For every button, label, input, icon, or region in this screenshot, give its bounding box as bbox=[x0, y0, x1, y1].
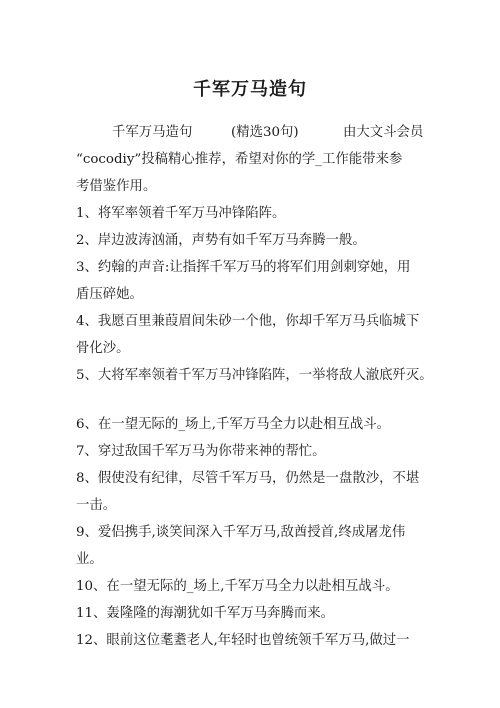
sentence-3: 3、约翰的声音:让指挥千军万马的将军们用剑刺穿她，用 bbox=[76, 260, 411, 275]
sentence-2: 2、岸边波涛汹涌，声势有如千军万马奔腾一般。 bbox=[76, 233, 366, 248]
document-title: 千军万马造句 bbox=[193, 79, 307, 100]
sentence-12: 12、眼前这位耄耋老人,年轻时也曾统领千军万马,做过一 bbox=[76, 633, 410, 648]
sentence-4-cont: 骨化沙。 bbox=[76, 341, 130, 356]
sentence-5: 5、大将军率领着千军万马冲锋陷阵，一举将敌人澈底歼灭。 bbox=[76, 368, 433, 383]
sentence-6: 6、在一望无际的_场上,千军万马全力以赴相互战斗。 bbox=[76, 417, 391, 432]
meta-author: 由大文斗会员 bbox=[343, 125, 424, 140]
sentence-4: 4、我愿百里兼葭眉间朱砂一个他，你却千军万马兵临城下 bbox=[76, 314, 420, 329]
meta-title: 千军万马造句 bbox=[112, 125, 193, 140]
sentence-9: 9、爱侣携手,谈笑间深入千军万马,敌酋授首,终成屠龙伟 bbox=[76, 525, 406, 540]
sentence-11: 11、轰隆隆的海潮犹如千军万马奔腾而来。 bbox=[76, 606, 335, 621]
intro-line-1: “cocodiy”投稿精心推荐，希望对你的学_工作能带来参 bbox=[76, 152, 403, 167]
sentence-3-cont: 盾压碎她。 bbox=[76, 287, 143, 302]
sentence-7: 7、穿过敌国千军万马为你带来神的帮忙。 bbox=[76, 444, 326, 459]
sentence-9-cont: 业。 bbox=[76, 552, 103, 567]
sentence-8-cont: 一击。 bbox=[76, 498, 117, 513]
sentence-10: 10、在一望无际的_场上,千军万马全力以赴相互战斗。 bbox=[76, 579, 399, 594]
intro-line-2: 考借鉴作用。 bbox=[76, 179, 157, 194]
sentence-8: 8、假使没有纪律，尽管千军万马，仍然是一盘散沙，不堪 bbox=[76, 471, 420, 486]
sentence-1: 1、将军率领着千军万马冲锋陷阵。 bbox=[76, 206, 286, 221]
meta-selection-count: (精选30句) bbox=[231, 125, 299, 140]
